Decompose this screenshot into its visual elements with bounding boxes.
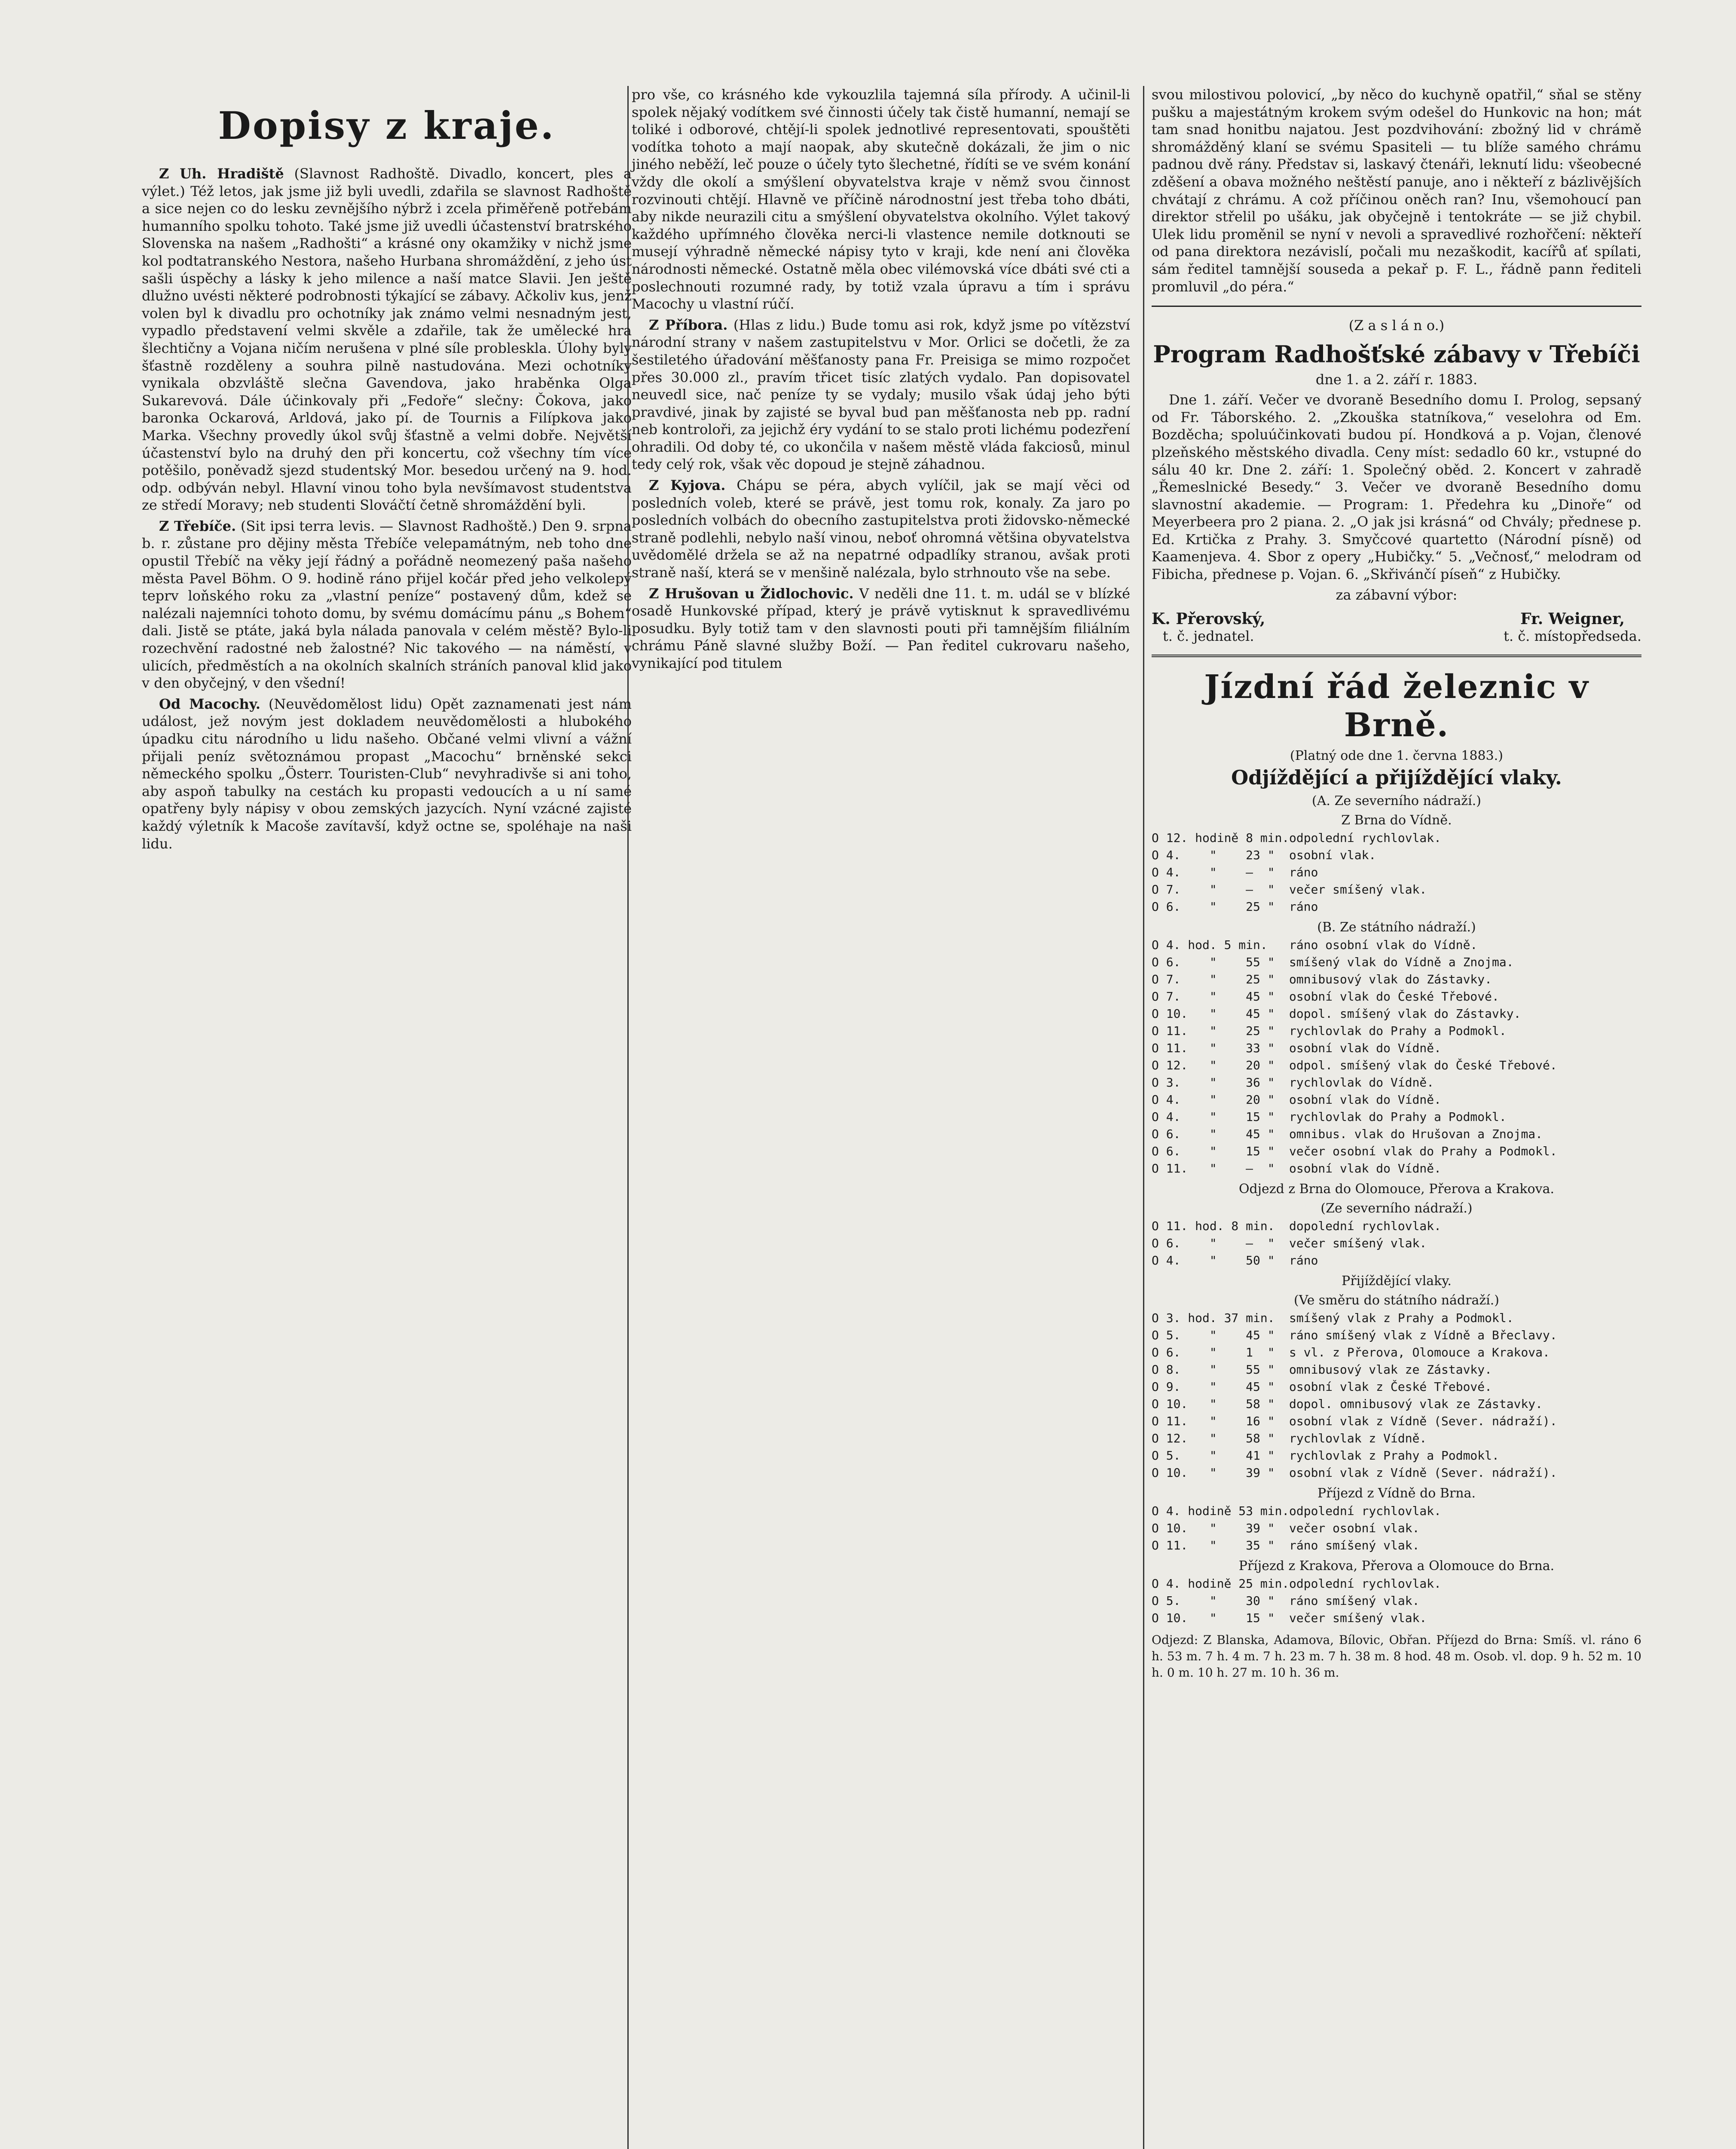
signer-name: K. Přerovský, (1152, 609, 1265, 628)
timetable-row (1152, 1108, 1641, 1126)
train-description: večer smíšený vlak. (1289, 1610, 1427, 1625)
train-description: omnibusový vlak do Zástavky. (1289, 972, 1492, 986)
train-description: osobní vlak do České Třebové. (1289, 989, 1499, 1004)
timetable-row (1152, 1592, 1641, 1610)
column-3 (1152, 86, 1641, 1681)
article-heading: Z Třebíče. (159, 517, 236, 534)
train-description: večer smíšený vlak. (1289, 1236, 1427, 1250)
timetable-row (1152, 971, 1641, 988)
timetable-row (1152, 864, 1641, 881)
timetable-row (1152, 1091, 1641, 1108)
train-description: ráno (1289, 899, 1318, 914)
train-description: odpol. smíšený vlak do České Třebové. (1289, 1058, 1557, 1072)
departure-time: O 11. " — " (1152, 1161, 1275, 1176)
timetable-note: Odjezd: Z Blanska, Adamova, Bílovic, Obřan. Příjezd do Brna: Smíš. vl. ráno 6 h. 53 m. 7 h. 4 m. 7 h. 23 m. 7 h. 38 m. 8 hod. 48 m. Osob. vl. dop. 9 h. 52 m. 10 h. 0 m. 10 h. 27 m. 10 h. 36 m. (1152, 1632, 1641, 1680)
article-continuation: pro vše, co krásného kde vykouzlila tajemná síla přírody. A učinil-li spolek nějaký vodítkem své činnosti účely tak čistě humanní, nemají se toliké i odborové, chtějí-li spolek jednotlivé representovati, spouštěti vodítka tohoto a mají naopak, aby skutečně dokázali, že jim o nic jiného neběží, leč pouze o účely tyto šlechetné, řídíti se ve svém konání vždy dle okolí a smýšlení obyvatelstva kraje v němž svou činnost rozvinouti chtějí. Hlavně ve příčině národnostní jest třeba toho dbáti, aby nikde neurazili citu a smýšlení obyvatelstva okolního. Výlet takový každého upřímného člověka nerci-li vlastence nemile dotknouti se musejí výhradně německé nápisy tyto v kraji, kde není ani člověka národnosti německé. Ostatně měla obec vilémovská více dbáti své cti a poslechnouti rozumné rady, by totiž vzala úpravu a tím i správu Macochy u vlastní rúčí. (632, 86, 1130, 312)
train-description: večer osobní vlak do Prahy a Podmokl. (1289, 1144, 1557, 1158)
timetable-section: (A. Ze severního nádraží.) (1312, 793, 1481, 808)
timetable-section: (Ve směru do státního nádraží.) (1293, 1292, 1499, 1308)
signer-name: Fr. Weigner, (1520, 609, 1625, 628)
departure-time: O 6. " 15 " (1152, 1144, 1275, 1158)
article-heading: Z Uh. Hradiště (159, 165, 284, 182)
departure-time: O 3. " 36 " (1152, 1075, 1275, 1090)
train-description: odpolední rychlovlak. (1289, 1503, 1442, 1518)
departure-time: O 4. hodině 53 min. (1152, 1503, 1290, 1518)
timetable-row (1152, 1327, 1641, 1344)
timetable-subtitle: Odjíždějící a přijíždějící vlaky. (1231, 765, 1562, 789)
departure-time: O 10. " 45 " (1152, 1006, 1275, 1021)
departure-time: O 11. " 35 " (1152, 1538, 1275, 1552)
departure-time: O 12. " 58 " (1152, 1431, 1275, 1445)
timetable-row (1152, 954, 1641, 971)
departure-time: O 10. " 58 " (1152, 1396, 1275, 1411)
timetable-row (1152, 1310, 1641, 1327)
train-description: smíšený vlak z Prahy a Podmokl. (1289, 1310, 1514, 1325)
train-description: omnibusový vlak ze Zástavky. (1289, 1362, 1492, 1377)
signatures (1152, 610, 1641, 644)
column-rule (1143, 86, 1144, 2149)
departure-time: O 4. " 15 " (1152, 1109, 1275, 1124)
train-description: osobní vlak do Vídně. (1289, 1092, 1442, 1107)
timetable-row (1152, 1464, 1641, 1482)
departure-time: O 10. " 39 " (1152, 1465, 1275, 1480)
timetable-row (1152, 1503, 1641, 1520)
timetable-row (1152, 1022, 1641, 1040)
departure-time: O 6. " — " (1152, 1236, 1275, 1250)
departure-time: O 4. hod. 5 min. (1152, 937, 1268, 952)
train-description: s vl. z Přerova, Olomouce a Krakova. (1289, 1345, 1550, 1359)
train-description: odpolední rychlovlak. (1289, 1576, 1442, 1591)
timetable-row (1152, 1126, 1641, 1143)
train-description: osobní vlak. (1289, 848, 1376, 862)
train-description: osobní vlak z Vídně (Sever. nádraží). (1289, 1414, 1557, 1428)
train-description: rychlovlak z Prahy a Podmokl. (1289, 1448, 1499, 1463)
timetable-row (1152, 1520, 1641, 1537)
departure-time: O 11. " 33 " (1152, 1041, 1275, 1055)
train-description: ráno smíšený vlak. (1289, 1593, 1420, 1608)
article-body: (Sit ipsi terra levis. — Slavnost Radhoště.) Den 9. srpna b. r. zůstane pro dějiny města Třebíče velepamátným, neb toho dne opustil Třebíč na věky její řádný a pořádně neomezený paša našeho města Pavel Böhm. O 9. hodině ráno přijel kočár před jeho velkolepý teprv loňského roku za „vlastní peníze“ postavený dům, kdež se nalézali najemníci tohoto domu, by svému domácímu pánu „s Bohem“ dali. Jistě se ptáte, jaká byla nálada panovala v celém městě? Bylo-li rozechvění radostné neb žalostné? Nic takového — na náměstí, v ulicích, předměstích a na okolních skalních stráních panoval klid jako v den obyčejný, v den všední! (142, 517, 632, 692)
departure-time: O 5. " 41 " (1152, 1448, 1275, 1463)
departure-time: O 12. hodině 8 min. (1152, 830, 1290, 845)
train-description: ráno osobní vlak do Vídně. (1289, 937, 1478, 952)
divider (1152, 655, 1641, 657)
timetable-rows (1152, 1575, 1641, 1627)
timetable-row (1152, 1143, 1641, 1160)
train-description: osobní vlak do Vídně. (1289, 1041, 1442, 1055)
article-pribor (632, 316, 1130, 473)
departure-time: O 5. " 45 " (1152, 1328, 1275, 1342)
article-continuation: svou milostivou polovicí, „by něco do kuchyně opatřil,“ sňal se stěny pušku a majestátným krokem svým odešel do Hunkovic na hon; mát tam snad honitbu najatou. Jest pozdvihování: zbožný lid v chrámě shromážděný klaní se svému Spasiteli — tu blíže samého chrámu padnou dvě rány. Představ si, laskavý čtenáři, leknutí lidu: všeobecné zděšení a obava možného neštěstí panuje, ano i někteří z bázlivějších chvátají z chrámu. A což příčinou oněch ran? Inu, všemohoucí pan direktor střelil po ušáku, jak obyčejně i tentokráte — se již chybil. Ulek lidu proměnil se nyní v nevoli a spravedlivé rozhořčení: někteří od pana direktora nezávislí, počali mu nezaškodit, kacířů ať spílati, sám ředitel tamnější souseda a pekař p. F. L., řádně pann řediteli promluvil „do péra.“ (1152, 86, 1641, 295)
article-body: (Neuvědomělost lidu) Opět zaznamenati jest nám událost, jež novým jest dokladem neuvědomělosti a hlubokého úpadku citu národního u lidu našeho. Občané velmi vlivní a vážní přijali peníz světoznámou propast „Macochu“ brněnské sekci německého spolku „Österr. Touristen-Club“ nevyhradivše si ani toho, aby aspoň tabulky na cestách ku propasti vedoucích a u ní samé opatřeny byly nápisy v obou zemských jazycích. Nyní vzácné zajisté každý výletník k Macoše zavítavší, když octne se, spoléhaje na naši lidu. (142, 695, 632, 852)
departure-time: O 4. " 50 " (1152, 1253, 1275, 1267)
article-body: (Hlas z lidu.) Bude tomu asi rok, když jsme po vítězství národní strany v našem zastupitelstvu v Mor. Orlici se dočetli, že za šestiletého úřadování měšťanosty pana Fr. Preisiga se mimo rozpočet přes 30.000 zl., pravím třicet tisíc zlatých vydalo. Pan dopisovatel neuvedl sice, nač peníze ty se vydaly; musilo však údaj jeho býti pravdivé, jinak by zajisté se byval bud pan měšťanosta neb pp. radní neb kontroloři, za jejichž éry vydání to se stalo proti lichému podezření ohradili. Od doby té, co ukončila v našem městě vláda fakciosů, minul tedy celý rok, však věc dopoud je stejně záhadnou. (632, 316, 1131, 473)
timetable-row (1152, 1447, 1641, 1464)
section-title: Dopisy z kraje. (218, 103, 556, 148)
timetable-section: Příjezd z Vídně do Brna. (1317, 1485, 1476, 1501)
zaslano-label: (Z a s l á n o.) (1348, 317, 1445, 334)
departure-time: O 6. " 45 " (1152, 1127, 1275, 1141)
timetable-row (1152, 1218, 1641, 1235)
timetable-rows (1152, 830, 1641, 915)
train-description: smíšený vlak do Vídně a Znojma. (1289, 955, 1514, 969)
timetable-rows (1152, 937, 1641, 1177)
departure-time: O 7. " — " (1152, 882, 1275, 897)
train-description: dopol. omnibusový vlak ze Zástavky. (1289, 1396, 1543, 1411)
timetable-row (1152, 1160, 1641, 1177)
timetable-row (1152, 1005, 1641, 1022)
divider (1152, 306, 1641, 307)
train-description: rychlovlak do Prahy a Podmokl. (1289, 1109, 1507, 1124)
program-date: dne 1. a 2. září r. 1883. (1315, 371, 1478, 388)
train-description: dopol. smíšený vlak do Zástavky. (1289, 1006, 1521, 1021)
program-text: Dne 1. září. Večer ve dvoraně Besedního domu I. Prolog, sepsaný od Fr. Táborského. 2. „Zkouška statníkova,“ veselohra od Em. Bozděcha; spoluúčinkovati budou pí. Hondková a p. Vojan, členové plzeňského městského divadla. Ceny míst: sedadlo 60 kr., vstupné do sálu 40 kr. Dne 2. září: 1. Společný oběd. 2. Koncert v zahradě „Řemeslnické Besedy.“ 3. Večer ve dvoraně Besedního domu slavnostní akademie. — Program: 1. Předehra ku „Dinoře“ od Meyerbeera pro 2 piana. 2. „O jak jsi krásná“ od Chvály; přednese p. Ed. Krtička z Prahy. 3. Smyčcové quartetto (Národní písně) od Kaamenjeva. 4. Sbor z opery „Hubičky.“ 5. „Večnosť,“ melodram od Fibicha, přednese p. Vojan. 6. „Skřivánčí píseň“ z Hubičky. (1152, 392, 1641, 583)
departure-time: O 10. " 15 " (1152, 1610, 1275, 1625)
article-uh-hradiste (142, 165, 632, 514)
departure-time: O 4. " 23 " (1152, 848, 1275, 862)
article-heading: Od Macochy. (159, 695, 260, 712)
signature-right (1504, 610, 1641, 644)
timetable-row (1152, 1074, 1641, 1091)
departure-time: O 6. " 1 " (1152, 1345, 1275, 1359)
departure-time: O 3. hod. 37 min. (1152, 1310, 1275, 1325)
train-description: rychlovlak z Vídně. (1289, 1431, 1427, 1445)
departure-time: O 6. " 55 " (1152, 955, 1275, 969)
timetable-validity: (Platný ode dne 1. června 1883.) (1290, 748, 1503, 763)
train-description: ráno smíšený vlak z Vídně a Břeclavy. (1289, 1328, 1557, 1342)
timetable-row (1152, 1378, 1641, 1396)
timetable-row (1152, 1610, 1641, 1627)
train-description: osobní vlak z České Třebové. (1289, 1379, 1492, 1394)
train-description: ráno smíšený vlak. (1289, 1538, 1420, 1552)
train-description: ráno (1289, 865, 1318, 879)
departure-time: O 8. " 55 " (1152, 1362, 1275, 1377)
timetable-row (1152, 1575, 1641, 1592)
article-heading: Z Příbora. (649, 316, 728, 333)
train-description: rychlovlak do Prahy a Podmokl. (1289, 1023, 1507, 1038)
timetable-section: (Ze severního nádraží.) (1320, 1200, 1473, 1216)
timetable-row (1152, 988, 1641, 1005)
timetable-section: Příjezd z Krakova, Přerova a Olomouce do Brna. (1238, 1558, 1555, 1573)
departure-time: O 11. hod. 8 min. (1152, 1218, 1275, 1233)
departure-time: O 4. " — " (1152, 865, 1275, 879)
departure-time: O 11. " 25 " (1152, 1023, 1275, 1038)
train-description: osobní vlak do Vídně. (1289, 1161, 1442, 1176)
departure-time: O 12. " 20 " (1152, 1058, 1275, 1072)
timetable-section: (B. Ze státního nádraží.) (1317, 919, 1476, 935)
timetable-rows (1152, 1310, 1641, 1482)
train-description: dopolední rychlovlak. (1289, 1218, 1442, 1233)
timetable-row (1152, 830, 1641, 847)
article-kyjov (632, 477, 1130, 582)
timetable-row (1152, 937, 1641, 954)
timetable-rows (1152, 1218, 1641, 1269)
timetable-row (1152, 1537, 1641, 1554)
train-description: večer smíšený vlak. (1289, 882, 1427, 897)
timetable-section: Přijíždějící vlaky. (1342, 1273, 1452, 1289)
article-heading: Z Hrušovan u Židlochovic. (649, 585, 854, 602)
timetable-row (1152, 1057, 1641, 1074)
departure-time: O 4. hodině 25 min. (1152, 1576, 1290, 1591)
departure-time: O 4. " 20 " (1152, 1092, 1275, 1107)
timetable-row (1152, 1344, 1641, 1361)
timetable-row (1152, 898, 1641, 915)
article-hrusovany (632, 585, 1130, 672)
timetable-row (1152, 1361, 1641, 1378)
signer-role: t. č. místopředseda. (1504, 628, 1641, 644)
departure-time: O 11. " 16 " (1152, 1414, 1275, 1428)
departure-time: O 10. " 39 " (1152, 1521, 1275, 1535)
timetable-row (1152, 1413, 1641, 1430)
train-description: rychlovlak do Vídně. (1289, 1075, 1434, 1090)
committee-label: za zábavní výbor: (1336, 586, 1458, 603)
timetable-row (1152, 1252, 1641, 1269)
program-title: Program Radhošťské zábavy v Třebíči (1153, 340, 1640, 368)
departure-time: O 7. " 25 " (1152, 972, 1275, 986)
timetable-row (1152, 1040, 1641, 1057)
signature-left (1152, 610, 1265, 644)
timetable-title: Jízdní řád železnic v Brně. (1204, 667, 1589, 744)
train-description: osobní vlak z Vídně (Sever. nádraží). (1289, 1465, 1557, 1480)
timetable-row (1152, 1430, 1641, 1447)
timetable-rows (1152, 1503, 1641, 1554)
departure-time: O 7. " 45 " (1152, 989, 1275, 1004)
timetable-section: Odjezd z Brna do Olomouce, Přerova a Krakova. (1238, 1181, 1555, 1197)
signer-role: t. č. jednatel. (1162, 628, 1254, 644)
column-2 (632, 86, 1130, 676)
departure-time: O 5. " 30 " (1152, 1593, 1275, 1608)
train-description: večer osobní vlak. (1289, 1521, 1420, 1535)
timetable-row (1152, 847, 1641, 864)
timetable-row (1152, 1235, 1641, 1252)
timetable-row (1152, 1396, 1641, 1413)
article-body: Chápu se péra, abych vylíčil, jak se mají věci od posledních voleb, které se právě, jest tomu rok, konaly. Za jaro po posledních volbách do obecního zastupitelstva proti židovsko-německé straně podlehli, nebylo naší vinou, neboť ohromná většina obyvatelstva uvědomělé držela se až na nepatrné odpadlíky stranou, avšak proti straně naší, která se v menšině nalézala, bylo strhnouto vše na sebe. (632, 477, 1131, 581)
train-description: odpolední rychlovlak. (1289, 830, 1442, 845)
departure-time: O 9. " 45 " (1152, 1379, 1275, 1394)
article-trebic (142, 517, 632, 692)
departure-time: O 6. " 25 " (1152, 899, 1275, 914)
timetable-section: Z Brna do Vídně. (1341, 812, 1452, 828)
article-macocha (142, 695, 632, 852)
article-body: V neděli dne 11. t. m. udál se v blízké osadě Hunkovské případ, který je právě vytisknut k spravedlivému posudku. Byly totiž tam v den slavnosti pouti při tamnějším filiálním chrámu Páně slavné služby Boží. — Pan ředitel cukrovaru našeho, vynikající pod titulem (632, 585, 1131, 671)
timetable-row (1152, 881, 1641, 898)
train-description: ráno (1289, 1253, 1318, 1267)
train-description: omnibus. vlak do Hrušovan a Znojma. (1289, 1127, 1543, 1141)
article-heading: Z Kyjova. (649, 477, 726, 494)
article-body: (Slavnost Radhoště. Divadlo, koncert, ples a výlet.) Též letos, jak jsme již byli uvedli, zdařila se slavnost Radhoště a sice nejen co do lesku zevnějšího nýbrž i zcela přiměřeně potřebám humanního spolku tohoto. Také jsme již uvedli účastenství bratrského Slovenska na našem „Radhošti“ a krásné ony okamžiky v nichž jsme kol podtatranského Nestora, našeho Hurbana shromáždění, z jeho úst sašli úspěchy a lásky k jeho milence a naší matce Slavii. Jen ještě dlužno uvésti některé podrobnosti týkající se zábavy. Ačkoliv kus, jenž volen byl k divadlu pro ochotníky jak známo velmi nesnadným jest, vypadlo představení velmi skvěle a zdařile, tak že umělecké hra šlechtičny a Vojana ničím nerušena v plné síle probleskla. Úlohy byly šťastně rozděleny a souhra pilně nastudována. Mezi ochotníky vynikala obzvláště slečna Gavendova, jako hraběnka Olga Sukarevová. Dále účinkovaly při „Fedoře“ slečny: Čokova, jako baronka Ockarová, Arldová, jako pí. de Tournis a Filípkova jako Marka. Všechny provedly úkol svůj šťastně a velmi dobře. Největší účastenství bylo na druhý den při koncertu, což všechny tím více potěšilo, poněvadž sjezd studentský Mor. besedou určený na 9. hod. odp. odbýván nebyl. Hlavní vinou toho byla nevšímavost studentstva ze středí Moravy; neb studenti Slováčtí četně shromáždění byli. (142, 165, 632, 514)
column-1 (142, 86, 632, 856)
